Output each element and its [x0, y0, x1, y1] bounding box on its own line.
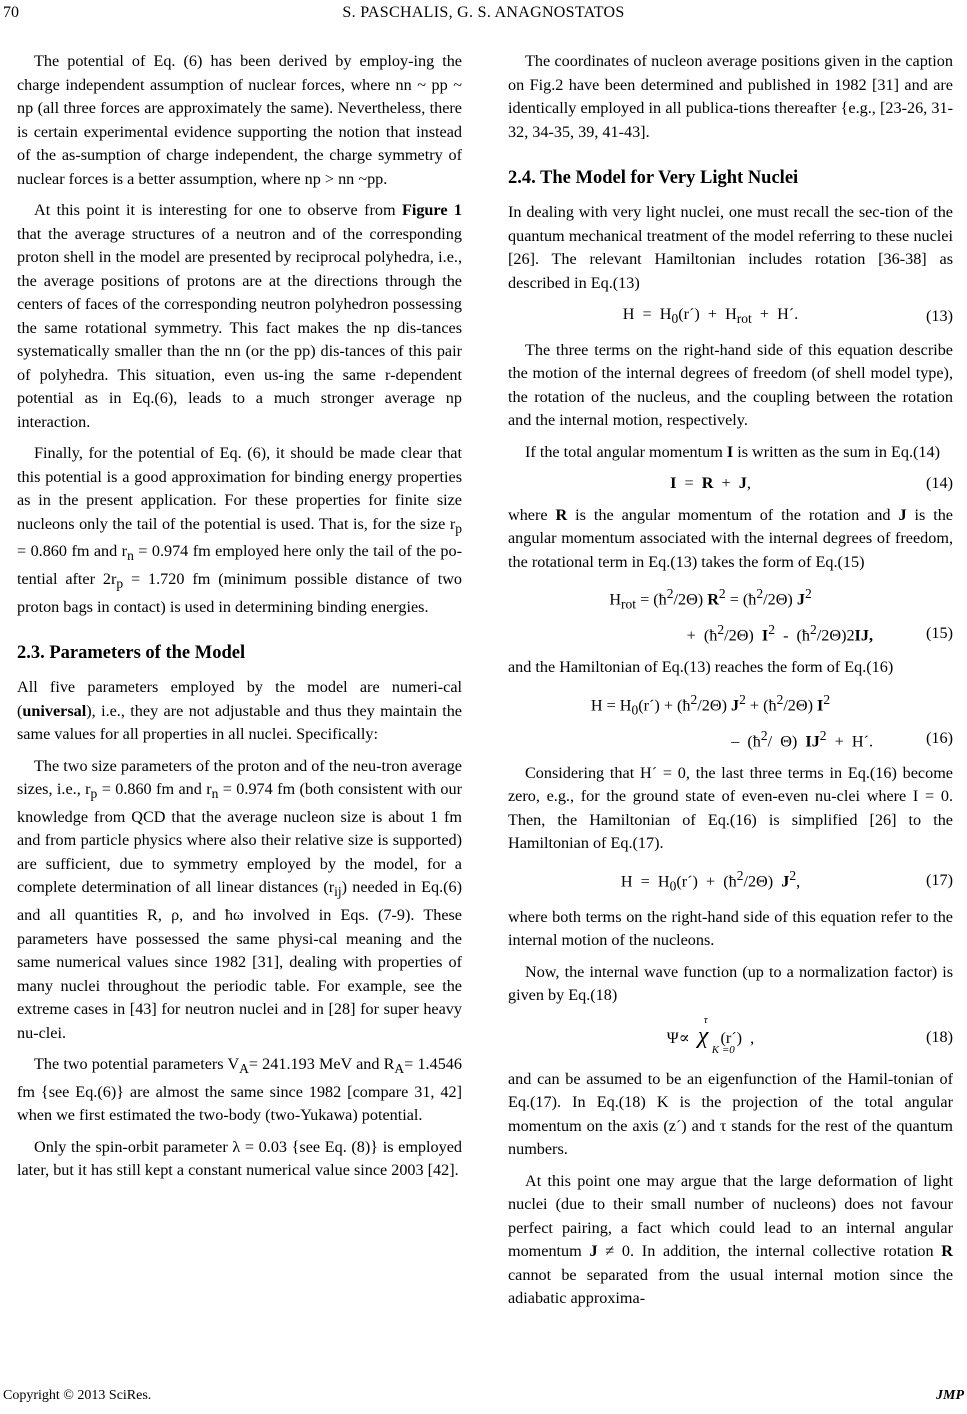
left-column — [17, 50, 462, 1191]
paragraph: and the Hamiltonian of Eq.(13) reaches the form of Eq.(16) — [508, 658, 894, 677]
paragraph: The three terms on the right-hand side of this equation describe the motion of the internal degrees of freedom (of shell model type), the rotation of the nucleus, and the coupling between the rotation and the internal motion, respectively. — [508, 340, 953, 430]
copyright: Copyright © 2013 SciRes. — [3, 1388, 152, 1403]
paragraph: If the total angular momentum I is written as the sum in Eq.(14) — [525, 442, 940, 461]
paragraph: where R is the angular momentum of the rotation and J is the angular momentum associated with the internal degrees of freedom, the rotational term in Eq.(13) takes the form of Eq.(15) — [508, 505, 953, 571]
equation-17: $H = H_0(r´)$ + $(ħ^2/2\Theta)$ $J^2$, (17) — [620, 867, 953, 894]
paragraph: Finally, for the potential of Eq. (6), it should be made clear that this potential is a good approximation for binding energy properties as in the present application. For these properties for finite size nucleons only the tail of the potential is used. That is, for the size $r_p = 0.860$ fm and $r_n = 0.974$ fm employed here only the tail of the po-tential after $2r_p = 1.720$ fm (minimum possible distance of two proton bags in contact) is used in determining binding energies. — [17, 444, 462, 616]
paragraph: where both terms on the right-hand side of this equation refer to the internal motion of the nucleons. — [508, 907, 953, 950]
paragraph: The two potential parameters $V_A= 241.193$ MeV and $R_A= 1.4546$ fm {see Eq.(6)} are almost the same since 1982 [compare 31, 42] when we first estimated the two-body (two-Yukawa) potential. — [17, 1055, 462, 1125]
equation-16: $H = H_0(r´)$ + $(ħ^2/2\Theta) J^2$ + $(ħ^2/2\Theta)$ $I^2$ — [590, 691, 831, 718]
right-column — [508, 50, 953, 1319]
paragraph: The potential of Eq. (6) has been derived by employ-ing the charge independent assumption of nuclear forces, where nn ~ pp ~ np (all three forces are approximately the same). Nevertheless, there is certain experimental evidence supporting the notion that instead of the as-sumption of charge independent, the charge symmetry of nuclear forces is a better assumption, where np > nn ~pp. — [17, 52, 462, 188]
paragraph: Now, the internal wave function (up to a normalization factor) is given by Eq.(18) — [508, 962, 953, 1005]
equation-13: $H = H_0(r´) + H_{rot}$ + H´. (13) — [622, 305, 953, 327]
paragraph: Considering that H´ = 0, the last three terms in Eq.(16) become zero, e.g., for the ground state of even-even nu-clei where I = 0. Then, the Hamiltonian of Eq.(16) is simplified [26] to the Hamiltonian of Eq.(17). — [508, 763, 953, 853]
paragraph: At this point it is interesting for one to observe from Figure 1 that the average structures of a neutron and of the corresponding proton shell in the model are presented by reciprocal polyhedra, i.e., the average positions of protons are at the directions through the centers of faces of the corresponding neutron polyhedron possessing the same rotational symmetry. This fact makes the np dis-tances systematically smaller than the nn (or the pp) dis-tances of this pair of polyhedra. This situation, even us-ing the same r-dependent potential as in Eq.(6), leads to a much stronger average np interaction. — [17, 201, 462, 431]
paragraph: All five parameters employed by the model are numeri-cal (universal), i.e., they are not adjustable and thus they maintain the same values for all properties in all nuclei. Specifically: — [17, 678, 462, 744]
section-heading: 2.4. The Model for Very Light Nuclei — [508, 168, 799, 188]
equation-18: Ψ∝ χ τ K =0 (r´) , (18) — [666, 1014, 953, 1057]
equation-16-continued: – ($ħ^2/$ Θ) $IJ^2$ + H´. (16) — [731, 727, 953, 751]
paragraph: At this point one may argue that the large deformation of light nuclei (due to their small number of nucleons) does not favour perfect pairing, a fact which could lead to an internal angular momentum J ≠ 0. In addition, the internal collective rotation R cannot be separated from the usual internal motion since the adiabatic approxima- — [508, 1171, 953, 1308]
paragraph: The coordinates of nucleon average positions given in the caption on Fig.2 have been determined and published in 1982 [31] and are identically employed in all publica-tions thereafter {e.g., [23-26, 31-32, 34-35, 39, 41-43]. — [508, 52, 953, 141]
equation-15: $H_{rot}$ = $(ħ^2/2\Theta) R^2$ = $(ħ^2/2\Theta)$ $J^2$ — [609, 586, 812, 612]
equation-14: I = R + J, (14) — [670, 474, 953, 493]
equation-15-continued: + $(ħ^2/2\Theta)$ $I^2$ - $(ħ^2/2\Theta)2IJ$, (15) — [686, 622, 953, 645]
page-header — [0, 0, 967, 28]
section-heading: 2.3. Parameters of the Model — [17, 643, 246, 664]
paragraph: The two size parameters of the proton and of the neu-tron average sizes, i.e., $r_p = 0.860$ fm and $r_n = 0.974$ fm (both consistent with our knowledge from QCD that the average nucleon size is about 1 fm and from particle physics where also their relative size is supported) are sufficient, due to symmetry employed by the model, for a complete determination of all linear distances $(r_{ij})$ needed in Eq.(6) and all quantities R, ρ, and ħω involved in Eqs. (7-9). These parameters have possessed the same physi-cal meaning and the same numerical values since 1982 [31], dealing with properties of many nuclei throughout the periodic table. For example, see the extreme cases in [43] for neutron nuclei and in [28] for super heavy nu-clei. — [17, 756, 463, 1042]
journal-name: JMP — [936, 1388, 964, 1403]
paragraph: Only the spin-orbit parameter λ = 0.03 {see Eq. (8)} is employed later, but it has still kept a constant numerical value since 2003 [42]. — [17, 1137, 462, 1180]
page-number: 70 — [3, 4, 19, 21]
running-title: S. PASCHALIS, G. S. ANAGNOSTATOS — [342, 4, 625, 21]
paragraph: In dealing with very light nuclei, one must recall the sec-tion of the quantum mechanical treatment of the model referring to these nuclei [26]. The relevant Hamiltonian includes rotation [36-38] as described in Eq.(13) — [508, 203, 953, 292]
paragraph: and can be assumed to be an eigenfunction of the Hamil-tonian of Eq.(17). In Eq.(18) K is the projection of the total angular momentum on the axis (z´) and τ stands for the rest of the quantum numbers. — [508, 1069, 953, 1159]
figure-reference: Figure 1 — [401, 201, 462, 219]
